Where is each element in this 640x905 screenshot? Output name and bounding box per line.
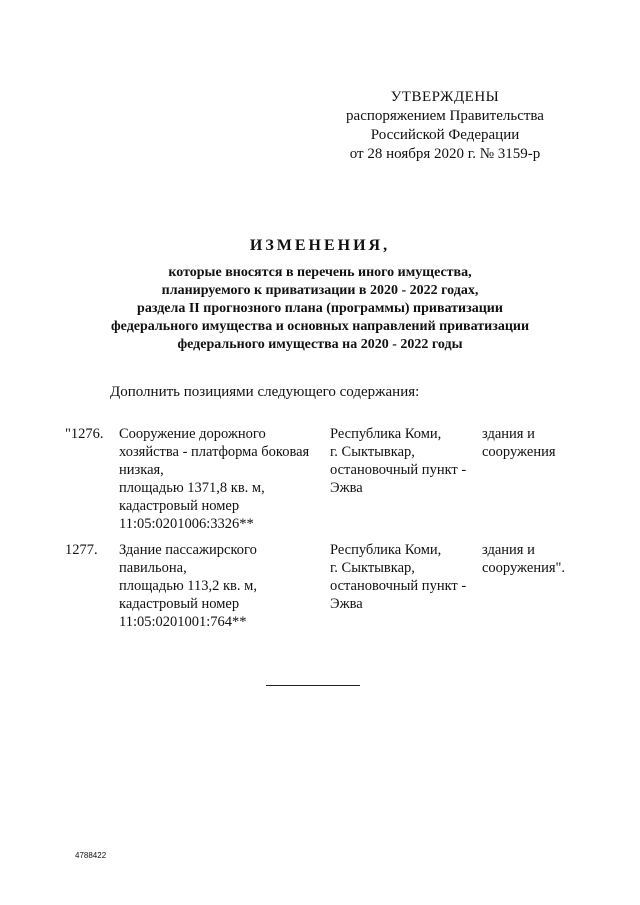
item-location-line: остановочный пункт - (330, 578, 467, 594)
item-description (119, 541, 324, 631)
item-description-line: хозяйства - платформа боковая (119, 444, 310, 460)
item-description (119, 425, 324, 533)
item-kind (482, 541, 592, 577)
item-location-line: Республика Коми, (330, 542, 442, 558)
list-item (60, 541, 620, 631)
item-kind-line: сооружения (482, 444, 556, 460)
approval-heading: УТВЕРЖДЕНЫ (390, 89, 500, 105)
item-description-line: 11:05:0201001:764** (119, 614, 247, 630)
subtitle-line: федерального имущества на 2020 - 2022 годы (177, 337, 463, 352)
subtitle-line: раздела II прогнозного плана (программы) приватизации (137, 301, 503, 316)
list-item (60, 425, 620, 533)
intro-text: Дополнить позициями следующего содержания: (110, 384, 420, 400)
item-location-line: Республика Коми, (330, 426, 442, 442)
item-description-line: площадью 1371,8 кв. м, (119, 480, 265, 496)
item-kind-line: здания и (482, 426, 535, 442)
subtitle-line: планируемого к приватизации в 2020 - 2022 годах, (161, 283, 479, 298)
item-kind-line: здания и (482, 542, 535, 558)
item-kind (482, 425, 592, 461)
subtitle-line: федерального имущества и основных направлений приватизации (110, 319, 530, 334)
item-description-line: Здание пассажирского (119, 542, 257, 558)
item-kind-line: сооружения". (482, 560, 566, 576)
approval-block (330, 88, 560, 164)
item-location (330, 541, 480, 613)
item-description-line: площадью 113,2 кв. м, (119, 578, 257, 594)
document-number: 4788422 (75, 851, 107, 860)
item-description-line: низкая, (119, 462, 164, 478)
approval-line: Российской Федерации (370, 127, 520, 143)
document-title: ИЗМЕНЕНИЯ, (249, 237, 391, 254)
item-location-line: г. Сыктывкар, (330, 444, 415, 460)
approval-line: распоряжением Правительства (346, 108, 544, 124)
approval-date-line: от 28 ноября 2020 г. № 3159-р (349, 146, 541, 162)
item-description-line: кадастровый номер (119, 498, 240, 514)
item-number: "1276. (65, 426, 104, 442)
item-location-line: г. Сыктывкар, (330, 560, 415, 576)
title-block (40, 237, 600, 354)
item-description-line: 11:05:0201006:3326** (119, 516, 254, 532)
subtitle-line: которые вносятся в перечень иного имущества, (168, 265, 472, 280)
item-description-line: кадастровый номер (119, 596, 240, 612)
item-description-line: Сооружение дорожного (119, 426, 266, 442)
item-location-line: Эжва (330, 596, 363, 612)
items-list (60, 425, 620, 639)
item-number: 1277. (65, 542, 98, 558)
item-location (330, 425, 480, 497)
item-location-line: остановочный пункт - (330, 462, 467, 478)
item-location-line: Эжва (330, 480, 363, 496)
separator-line (266, 685, 360, 686)
item-description-line: павильона, (119, 560, 187, 576)
